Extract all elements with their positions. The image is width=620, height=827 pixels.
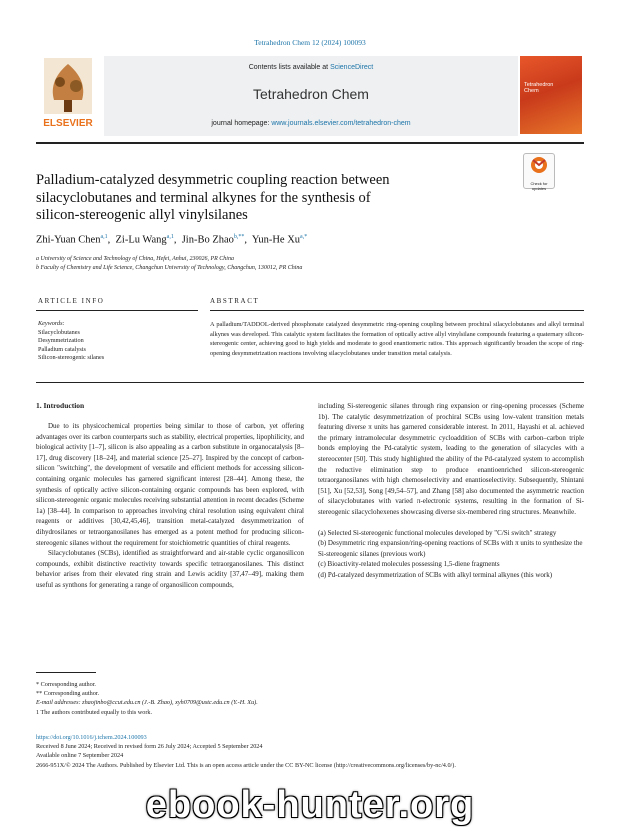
cover-title-line-1: Tetrahedron — [524, 82, 554, 88]
affiliation-a: a University of Science and Technology of China, Hefei, Anhui, 230026, PR China — [36, 256, 234, 262]
affiliation-b: b Faculty of Chemistry and Life Science, Changchun University of Technology, Changchun, 130012, PR China — [36, 265, 303, 271]
keywords-block — [38, 320, 104, 363]
scheme-list-item: (b) Desymmetric ring expansion/ring-opening reactions of SCBs with π units to synthesize the Si-stereogenic silanes (previous work) — [318, 539, 583, 558]
abstract-rule — [210, 310, 584, 311]
homepage-link[interactable]: www.journals.elsevier.com/tetrahedron-chem — [271, 120, 411, 127]
online-date: Available online 7 September 2024 — [36, 752, 124, 760]
keyword: Silicon-stereogenic silanes — [38, 354, 105, 361]
keywords-label: Keywords: — [38, 320, 65, 327]
journal-cover[interactable] — [520, 56, 582, 134]
scheme-list-item: (d) Pd-catalyzed desymmetrization of SCBs with alkyl terminal alkynes (this work) — [318, 570, 553, 579]
article-info-rule — [36, 310, 198, 311]
left-column — [36, 421, 304, 591]
author-sup[interactable]: b,** — [233, 234, 245, 240]
journal-title: Tetrahedron Chem — [253, 86, 369, 102]
article-info-heading: ARTICLE INFO — [38, 297, 105, 305]
author-name[interactable]: Jin-Bo Zhao — [181, 234, 234, 246]
cover-title-line-2: Chem — [524, 88, 539, 94]
intro-paragraph-3: including Si-stereogenic silanes through ring expansion or ring-opening processes (Scheme 1b). The catalytic desymmetrization of prochiral SCBs using low-valent transition metals featuring diverse π units has garnered considerable interest. In 2011, Hayashi et al. achieved the primary intramolecular desymmetric cycloaddition of SCBs with carbon–carbon triple bonds employing the Pd-catalytic system, leading to the generation of silacycles with a stereocenter [50]. This study highlighted the ability of the Pd-catalyzed system to accomplish the reductive elimination step to produce enantioenriched silicon-stereogenic tetraorganosilanes with high chemoselectivity and enantioselectivity. Subsequently, Shintani [51], Xu [52,53], Song [49,54–57], and Zhang [58] also documented the asymmetric reaction of silacyclobutanes with varied π-electronic systems, resulting in the formation of Si-stereogenic silacyclohexenes showcasing diverse six-membered ring structures. Meanwhile. — [318, 402, 584, 516]
footnote-rule — [36, 672, 96, 673]
title-line-1: Palladium-catalyzed desymmetric coupling reaction between — [36, 172, 390, 188]
footnote-emails[interactable]: E-mail addresses: zhaojinbo@ccut.edu.cn (J.-B. Zhao), xyh0709@ustc.edu.cn (Y.-H. Xu). — [36, 699, 258, 707]
footnote: 1 The authors contributed equally to this work. — [36, 708, 153, 716]
title-line-3: silicon-stereogenic allyl vinylsilanes — [36, 207, 248, 223]
footnote: ** Corresponding author. — [36, 690, 100, 698]
keyword: Desymmetrization — [38, 337, 84, 344]
check-for-updates-badge[interactable] — [523, 153, 555, 189]
journal-reference[interactable]: Tetrahedron Chem 12 (2024) 100093 — [254, 38, 366, 47]
author-sup[interactable]: a,1 — [166, 234, 174, 240]
publisher-name: ELSEVIER — [43, 118, 93, 129]
license-text: 2666-951X/© 2024 The Authors. Published by Elsevier Ltd. This is an open access article under the CC BY-NC license (http://creativecommons.org/licenses/by-nc/4.0/). — [36, 761, 456, 769]
cover-title — [524, 82, 553, 94]
author-name[interactable]: Zhi-Yuan Chen — [36, 234, 101, 246]
section-heading-introduction: 1. Introduction — [36, 401, 85, 410]
author-sup[interactable]: a,* — [300, 234, 308, 240]
article-title — [36, 172, 506, 225]
author-list: Zhi-Yuan Chen$^{a,1}$, Zi-Lu Wang$^{a,1}$, Jin-Bo Zhao$^{b,**}$, Yun-He $Xu^{a,*}$ — [36, 234, 308, 246]
check-badge-label: Check for updates — [530, 181, 548, 191]
publication-info — [36, 733, 584, 770]
keyword: Silacyclobutanes — [38, 328, 80, 336]
keyword: Palladium catalysis — [38, 345, 86, 353]
watermark-overlay: ebook-hunter.org — [145, 784, 475, 826]
contents-line — [104, 64, 518, 71]
scheme-list-item: (c) Bioactivity-related molecules possessing 1,5-diene fragments — [318, 560, 500, 569]
intro-paragraph-1: Due to its physicochemical properties being similar to those of carbon, yet offering advantages over its carbon counterparts such as stability, electrical properties, lipophilicity, and biological activity [1–7], silicon is also appealing as a carbon substitute in organocatalysis [8–17], drug discovery [18–24], and material science [25–27]. Inspired by the concept of carbon-silicon "switching", the development of versatile and efficient methods for accessing silicon-containing organic molecules has garnered significant interest [28–44]. Among these, the synthesis of optically active silicon-containing organic compounds has been explored, with silicon-stereogenic organic molecules receiving substantial attention in recent decades (Scheme 1a) [38–44]. In comparison to approaches involving chiral resolution using equivalent chiral reagents or additives [30,42,45,46], transition metal-catalyzed desymmetrization of dihydrosilanes or tetraorganosilanes has emerged as a potent method for producing silicon-stereogenic silanes without the requirement for stoichiometric quantities of chiral reagents. — [36, 422, 304, 547]
homepage-line — [104, 120, 518, 127]
right-column — [318, 401, 584, 581]
check-for-updates-icon — [524, 154, 554, 176]
footnotes — [36, 680, 258, 717]
footnote: * Corresponding author. — [36, 681, 96, 688]
doi-link[interactable]: https://doi.org/10.1016/j.tchem.2024.100093 — [36, 734, 147, 741]
sciencedirect-link[interactable]: ScienceDirect — [330, 64, 374, 71]
author-name[interactable]: Yun-He Xu — [251, 234, 301, 246]
abstract-bottom-rule — [36, 382, 584, 383]
journal-header — [104, 56, 518, 136]
title-line-2: silacyclobutanes and terminal alkynes for the synthesis of — [36, 189, 371, 206]
homepage-prefix: journal homepage: — [211, 120, 272, 127]
received-dates: Received 8 June 2024; Received in revised form 26 July 2024; Accepted 5 September 2024 — [36, 743, 263, 751]
author-name[interactable]: Zi-Lu Wang — [115, 234, 167, 246]
elsevier-logo — [36, 56, 100, 134]
intro-paragraph-2: Silacyclobutanes (SCBs), identified as straightforward and air-stable cyclic organosilicon compounds, exhibit distinctive reactivity towards specific tetraorganosilanes. This distinct behavior arises from their elevated ring strain and Lewis acidity [37,47–49], making them useful as synthons for generating a range of organosilicon compounds, — [36, 549, 304, 589]
contents-prefix: Contents lists available at — [248, 64, 331, 71]
author-sup[interactable]: a,1 — [100, 234, 108, 240]
scheme-list-item: (a) Selected Si-stereogenic functional molecules developed by "C/Si switch" strategy — [318, 528, 557, 537]
header-divider — [36, 142, 584, 144]
abstract-text: A palladium/TADDOL-derived phosphonate catalyzed desymmetric ring-opening coupling between prochiral silacyclobutanes and alkyl terminal alkynes was developed. This catalytic system facilitates the formation of optically active allyl vinylsilane compounds featuring a quaternary silicon-stereogenic center, achieving good to high yields and moderate to good enantiomeric ratios. This approach significantly broaden the scope of ring-opening desymmetrization reactions involving silacyclobutanes under transition metal catalysis. — [210, 321, 584, 357]
abstract-heading: ABSTRACT — [210, 297, 260, 305]
